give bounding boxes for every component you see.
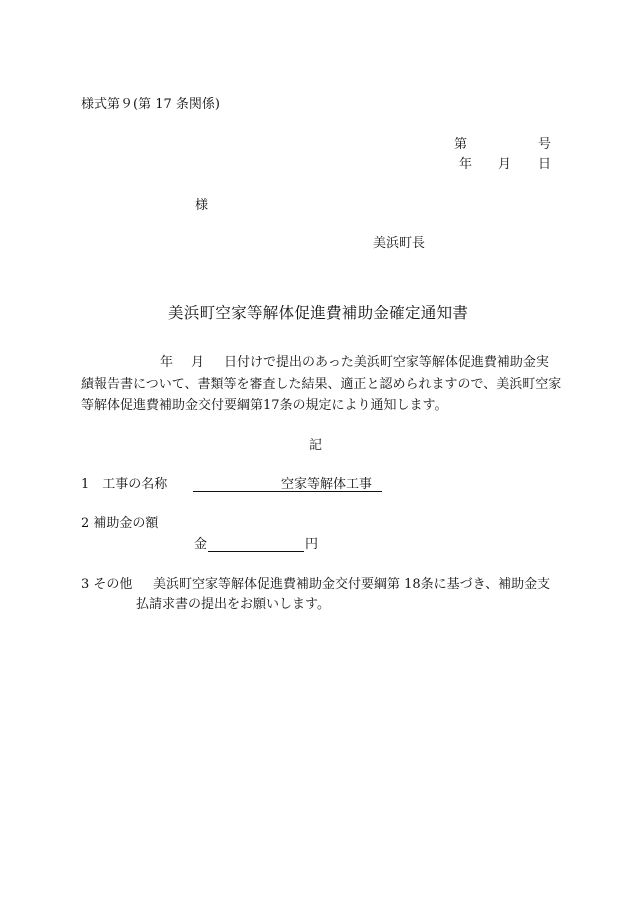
document-title: 美浜町空家等解体促進費補助金確定通知書 xyxy=(168,304,469,322)
doc-number-dai: 第 xyxy=(454,137,468,152)
item3-line2: 払請求書の提出をお願いします。 xyxy=(136,597,330,612)
form-number: 様式第９(第 17 条関係) xyxy=(81,97,220,112)
item2-en: 円 xyxy=(305,537,319,552)
item2-amount-underline xyxy=(208,551,304,552)
body-line1: 日付けで提出のあった美浜町空家等解体促進費補助金実 xyxy=(224,355,549,370)
addressee-honorific: 様 xyxy=(195,198,209,213)
ki-heading: 記 xyxy=(309,438,323,453)
body-line2: 績報告書について、書類等を審査した結果、適正と認められますので、美浜町空家 xyxy=(81,377,562,392)
issuer: 美浜町長 xyxy=(373,236,426,251)
item1-label: 1 工事の名称 xyxy=(81,477,168,492)
date-month: 月 xyxy=(498,157,512,172)
body-line3: 等解体促進費補助金交付要綱第17条の規定により通知します。 xyxy=(81,398,448,413)
doc-number-go: 号 xyxy=(538,137,552,152)
body-month: 月 xyxy=(191,355,205,370)
item2-label: 2 補助金の額 xyxy=(81,516,159,531)
item3-line1: 美浜町空家等解体促進費補助金交付要綱第 18条に基づき、補助金支 xyxy=(153,577,551,592)
item2-kin: 金 xyxy=(194,537,208,552)
date-day: 日 xyxy=(538,157,552,172)
body-year: 年 xyxy=(160,355,174,370)
item1-value: 空家等解体工事 xyxy=(281,477,373,492)
item3-label: 3 その他 xyxy=(81,577,133,592)
date-year: 年 xyxy=(459,157,473,172)
